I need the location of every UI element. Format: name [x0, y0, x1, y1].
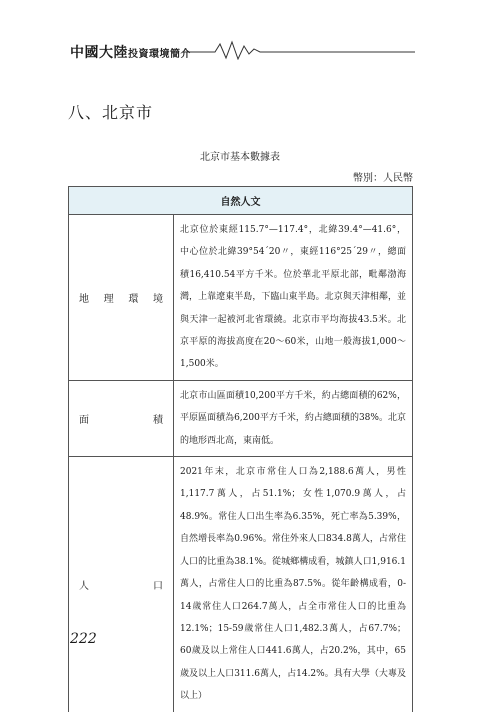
table-caption: 北京市基本數據表 — [200, 152, 280, 163]
table-row — [69, 380, 413, 456]
row-label-geography: 地理環境 — [69, 215, 174, 381]
table-row — [69, 215, 413, 381]
row-content-area: 北京市山區面積10,200平方千米，約占總面積的62%，平原區面積為6,200平方千米，約占總面積的38%。北京的地形西北高，東南低。 — [174, 380, 413, 456]
section-title: 八、北京市 — [68, 103, 154, 122]
running-header — [70, 40, 415, 60]
currency-note: 幣別：人民幣 — [353, 173, 413, 184]
row-content-geography: 北京位於東經115.7°—117.4°，北緯39.4°—41.6°，中心位於北緯39°54´20〃，東經116°25´29〃，總面積16,410.54平方千米。位於華北平原北部，毗鄰渤海灣，上靠遼東半島，下臨山東半島。北京與天津相鄰，並與天津一起被河北省環繞。北京市平均海拔43.5米。北京平原的海拔高度在20～60米，山地一般海拔1,000～1,500米。 — [174, 215, 413, 381]
header-heartbeat-line-icon — [70, 40, 415, 60]
basic-data-table — [68, 186, 413, 712]
table-row — [69, 457, 413, 712]
row-label-area: 面積 — [69, 380, 174, 456]
page-number: 222 — [70, 631, 97, 647]
header-title-main: 中國大陸 — [70, 45, 128, 61]
table-band-row — [69, 187, 413, 215]
row-label-population: 人口 — [69, 457, 174, 712]
header-title-sub: 投資環境簡介 — [128, 49, 191, 60]
table-band-title: 自然人文 — [69, 187, 413, 215]
row-content-population: 2021年末，北京市常住人口為2,188.6萬人，男性1,117.7萬人，占51.1%；女性1,070.9萬人，占48.9%。常住人口出生率為6.35%，死亡率為5.39%，自然增長率為0.96%。常住外來人口834.8萬人，占常住人口的比重為38.1%。從城鄉構成看，城鎮人口1,916.1萬人，占常住人口的比重為87.5%。從年齡構成看，0-14歲常住人口264.7萬人，占全市常住人口的比重為12.1%；15-59歲常住人口1,482.3萬人，占67.7%；60歲及以上常住人口441.6萬人，占20.2%，其中，65歲及以上人口311.6萬人，占14.2%。具有大學（大專及以上） — [174, 457, 413, 712]
